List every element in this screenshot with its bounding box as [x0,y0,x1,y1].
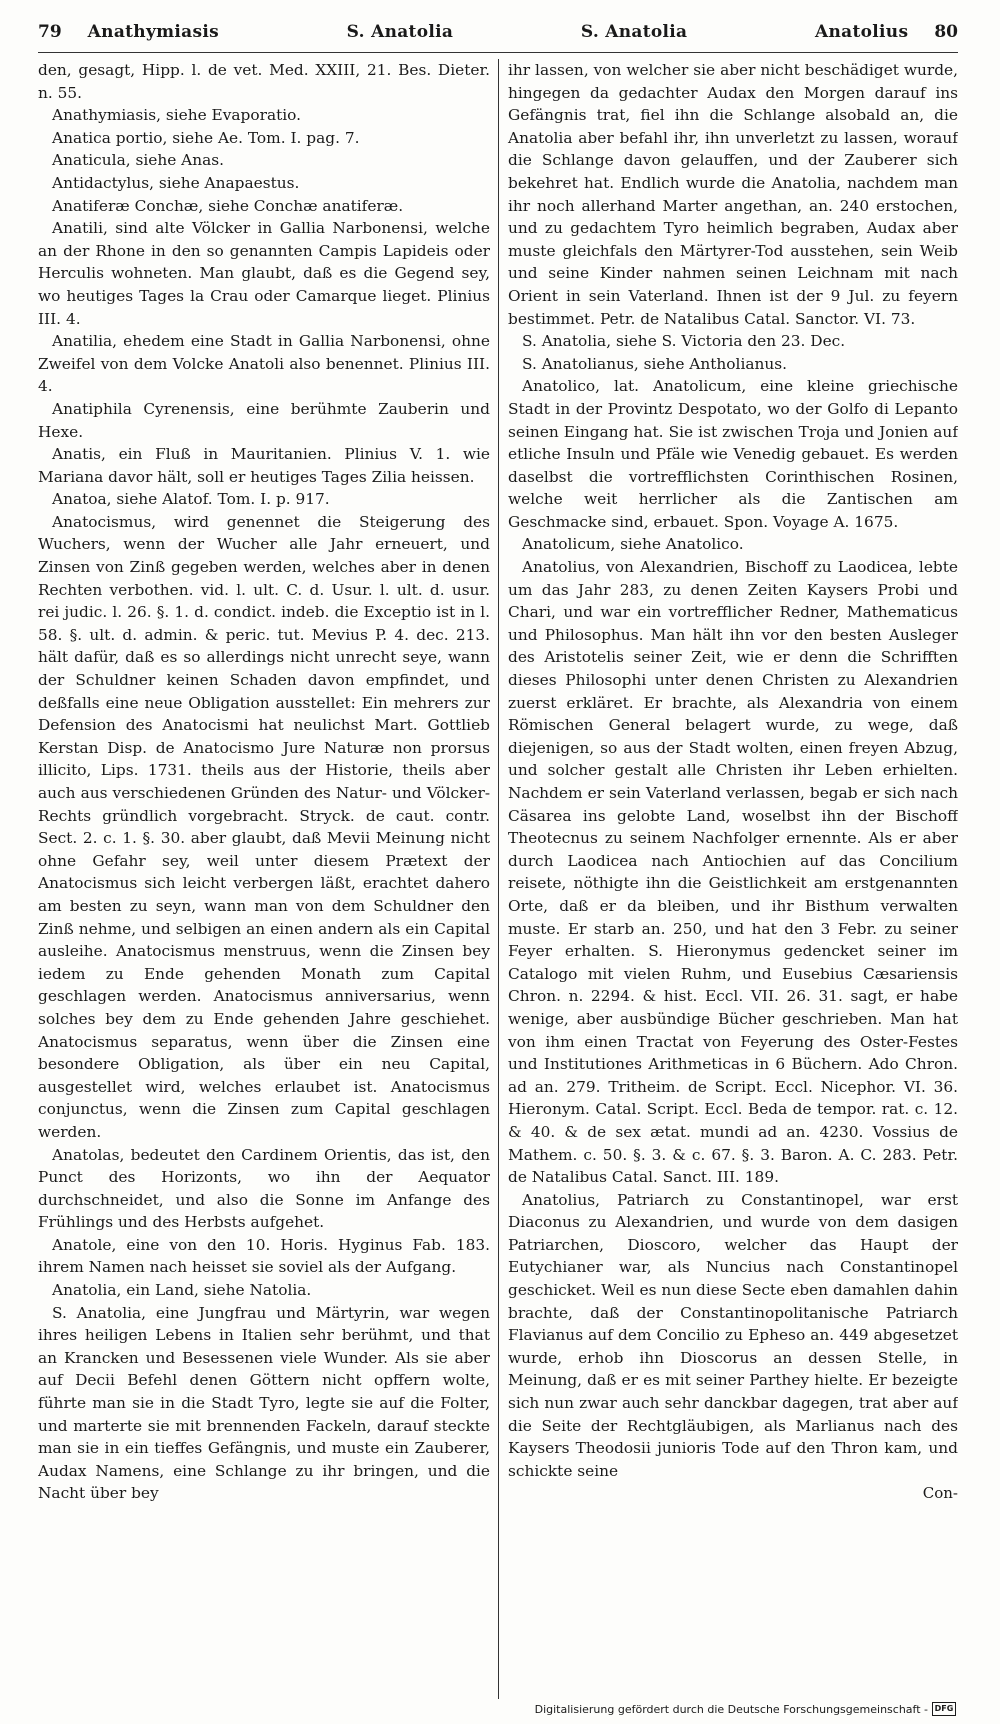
entry-paragraph: Anatiphila Cyrenensis, eine berühmte Zauberin und Hexe. [38,399,490,441]
entry-paragraph: S. Anatolia, siehe S. Victoria den 23. Dec. [522,332,846,351]
entry-paragraph: Anathymiasis, siehe Evaporatio. [52,106,302,125]
entry-paragraph: Anatili, sind alte Völcker in Gallia Narbonensi, welche an der Rhone in den so genannten Campis Lapideis oder Herculis wohneten. Man glaubt, daß es die Gegend sey, wo heutiges Tages la Crau oder Camarque lieget. Plinius III. 4. [38,219,490,328]
dfg-logo: DFG [932,1702,956,1716]
right-column [498,59,958,1699]
digitization-footer [535,1702,956,1716]
entry-paragraph: Anatole, eine von den 10. Horis. Hyginus Fab. 183. ihrem Namen nach heisset sie soviel als der Aufgang. [38,1235,490,1277]
entry-paragraph: Anatolas, bedeutet den Cardinem Orientis, das ist, den Punct des Horizonts, wo ihn der Aequator durchschneidet, und also die Sonne im Anfange des Frühlings und des Herbsts aufgehet. [38,1145,490,1232]
entry-paragraph: Anatolia, ein Land, siehe Natolia. [52,1281,312,1300]
header-title-4: Anatolius [815,22,909,42]
entry-paragraph: Antidactylus, siehe Anapaestus. [52,173,300,192]
catchword: Con- [922,1484,958,1503]
running-header [38,22,958,53]
header-title-1: Anathymiasis [87,22,219,42]
entry-paragraph: Anatolius, Patriarch zu Constantinopel, war erst Diaconus zu Alexandrien, und wurde von dem dasigen Patriarchen, Dioscoro, welcher das Haupt der Eutychianer war, als Nuncius nach Constantinopel geschicket. Weil es nun diese Secte eben damahlen dahin brachte, daß der Constantinopolitanische Patriarch Flavianus auf dem Concilio zu Epheso an. 449 abgesetzet wurde, erhob ihn Dioscorus an dessen Stelle, in Meinung, daß er es mit seiner Parthey hielte. Er bezeigte sich nun zwar auch sehr danckbar dagegen, trat aber auf die Seite der Rechtgläubigen, als Marlianus nach des Kaysers Theodosii junioris Tode auf den Thron kam, und schickte seine [508,1190,958,1480]
entry-paragraph: Anatolico, lat. Anatolicum, eine kleine griechische Stadt in der Provintz Despotato, wo der Golfo di Lepanto seinen Eingang hat. Sie ist zwischen Troja und Jonien auf etliche Insuln und Pfäle wie Venedig gebauet. Es werden daselbst die vortrefflichsten Corinthischen Rosinen, welche weit herrlicher als die Zantischen am Geschmacke sind, erbauet. Spon. Voyage A. 1675. [508,377,958,531]
page-number-left: 79 [38,22,62,42]
entry-paragraph: Anaticula, siehe Anas. [52,151,225,170]
entry-paragraph: Anatolius, von Alexandrien, Bischoff zu Laodicea, lebte um das Jahr 283, zu denen Zeiten Kaysers Probi und Chari, und war ein vortrefflicher Redner, Mathematicus und Philosophus. Man hält ihn vor den besten Ausleger des Aristotelis seiner Zeit, wie er denn die Schrifften dieses Philosophi unter denen Christen zu Alexandrien zuerst erkläret. Er brachte, als Alexandria von einem Römischen General belagert wurde, zu wege, daß diejenigen, so aus der Stadt wolten, einen freyen Abzug, und solcher gestalt alle Christen ihr Leben erhielten. Nachdem er sein Vaterland verlassen, begab er sich nach Cäsarea ins gelobte Land, woselbst ihn der Bischoff Theotecnus zu seinem Nachfolger ernennte. Als er aber durch Laodicea nach Antiochien auf das Concilium reisete, nöthigte ihn die Geistlichkeit am erstgenannten Orte, daß er da bleiben, und ihr Bisthum verwalten muste. Er starb an. 250, und hat den 3 Febr. zu seiner Feyer erhalten. S. Hieronymus gedencket seiner im Catalogo mit vielen Ruhm, und Eusebius Cæsariensis Chron. n. 2294. & hist. Eccl. VII. 26. 31. sagt, er habe wenige, aber ausbündige Bücher geschrieben. Man hat von ihm einen Tractat von Feyerung des Oster-Festes und Institutiones Arithmeticas in 6 Büchern. Ado Chron. ad an. 279. Tritheim. de Script. Eccl. Nicephor. VI. 36. Hieronym. Catal. Script. Eccl. Beda de tempor. rat. c. 12. & 40. & de sex ætat. mundi ad an. 4230. Vossius de Mathem. c. 50. §. 3. & c. 67. §. 3. Baron. A. C. 283. Petr. de Natalibus Catal. Sanct. III. 189. [508,558,958,1187]
header-right [815,22,958,42]
entry-paragraph: Anatocismus, wird genennet die Steigerung des Wuchers, wenn der Wucher alle Jahr erneuert, und Zinsen von Zinß gegeben werden, welches aber in denen Rechten verbothen. vid. l. ult. C. d. Usur. l. ult. d. usur. rei judic. l. 26. §. 1. d. condict. indeb. die Exceptio ist in l. 58. §. ult. d. admin. & peric. tut. Mevius P. 4. dec. 213. hält dafür, daß es so allerdings nicht unrecht seye, wann der Schuldner keinen Schaden davon empfindet, und deßfalls eine neue Obligation ausstellet: Ein mehrers zur Defension des Anatocismi hat neulichst Mart. Gottlieb Kerstan Disp. de Anatocismo Jure Naturæ non prorsus illicito, Lips. 1731. theils aus der Historie, theils aber auch aus verschiedenen Gründen des Natur- und Völcker-Rechts gründlich vorgebracht. Stryck. de caut. contr. Sect. 2. c. 1. §. 30. aber glaubt, daß Mevii Meinung nicht ohne Gefahr sey, weil unter diesem Prætext der Anatocismus sich leicht verbergen läßt, erachtet dahero am besten zu seyn, wann man von dem Schuldner den Zinß nehme, und selbigen an einen andern als ein Capital ausleihe. Anatocismus menstruus, wenn die Zinsen bey iedem zu Ende gehenden Monath zum Capital geschlagen werden. Anatocismus anniversarius, wenn solches bey dem zu Ende gehenden Jahre geschiehet. Anatocismus separatus, wenn über die Zinsen eine besondere Obligation, als über ein neu Capital, ausgestellet wird, welches erlaubet ist. Anatocismus conjunctus, wenn die Zinsen zum Capital geschlagen werden. [38,512,490,1141]
left-column [38,59,498,1699]
entry-paragraph: ihr lassen, von welcher sie aber nicht beschädiget wurde, hingegen da gedachter Audax den Morgen darauf ins Gefängnis trat, fiel ihn die Schlange alsobald an, die Anatolia aber befahl ihr, ihn unverletzt zu lassen, worauf die Schlange davon gelauffen, und der Zauberer sich bekehret hat. Endlich wurde die Anatolia, nachdem man ihr noch allerhand Marter angethan, an. 240 erstochen, und zu gedachtem Tyro heimlich begraben, Audax aber muste gleichfals den Märtyrer-Tod ausstehen, sein Weib und seine Kinder nahmen seinen Leichnam mit nach Orient in sein Vaterland. Ihnen ist der 9 Jul. zu feyern bestimmet. Petr. de Natalibus Catal. Sanctor. VI. 73. [508,61,958,328]
entry-paragraph: Anatica portio, siehe Ae. Tom. I. pag. 7. [52,128,360,147]
header-left [38,22,219,42]
entry-paragraph: Anatoa, siehe Alatof. Tom. I. p. 917. [52,490,330,509]
entry-paragraph: S. Anatolianus, siehe Antholianus. [522,354,788,373]
entry-paragraph: S. Anatolia, eine Jungfrau und Märtyrin, war wegen ihres heiligen Lebens in Italien sehr berühmt, und that an Krancken und Besessenen viele Wunder. Als sie aber auf Decii Befehl denen Göttern nicht opffern wolte, führte man sie in die Stadt Tyro, legte sie auf die Folter, und marterte sie mit brennenden Fackeln, darauf steckte man sie in ein tieffes Gefängnis, und muste ein Zauberer, Audax Namens, eine Schlange zu ihr bringen, und die Nacht über bey [38,1303,490,1503]
entry-paragraph: Anatolicum, siehe Anatolico. [522,535,744,554]
entry-paragraph: den, gesagt, Hipp. l. de vet. Med. XXIII, 21. Bes. Dieter. n. 55. [38,61,490,102]
text-columns [38,59,958,1699]
footer-text: Digitalisierung gefördert durch die Deutsche Forschungsgemeinschaft - [534,1702,928,1716]
header-title-2: S. Anatolia [346,22,454,42]
entry-paragraph: Anatis, ein Fluß in Mauritanien. Plinius V. 1. wie Mariana davor hält, soll er heutiges Tages Zilia heissen. [38,445,490,486]
entry-paragraph: Anatilia, ehedem eine Stadt in Gallia Narbonensi, ohne Zweifel von dem Volcke Anatoli also benennet. Plinius III. 4. [38,332,490,396]
header-title-3: S. Anatolia [580,22,688,42]
page-number-right: 80 [934,22,958,42]
entry-paragraph: Anatiferæ Conchæ, siehe Conchæ anatiferæ. [52,196,404,215]
